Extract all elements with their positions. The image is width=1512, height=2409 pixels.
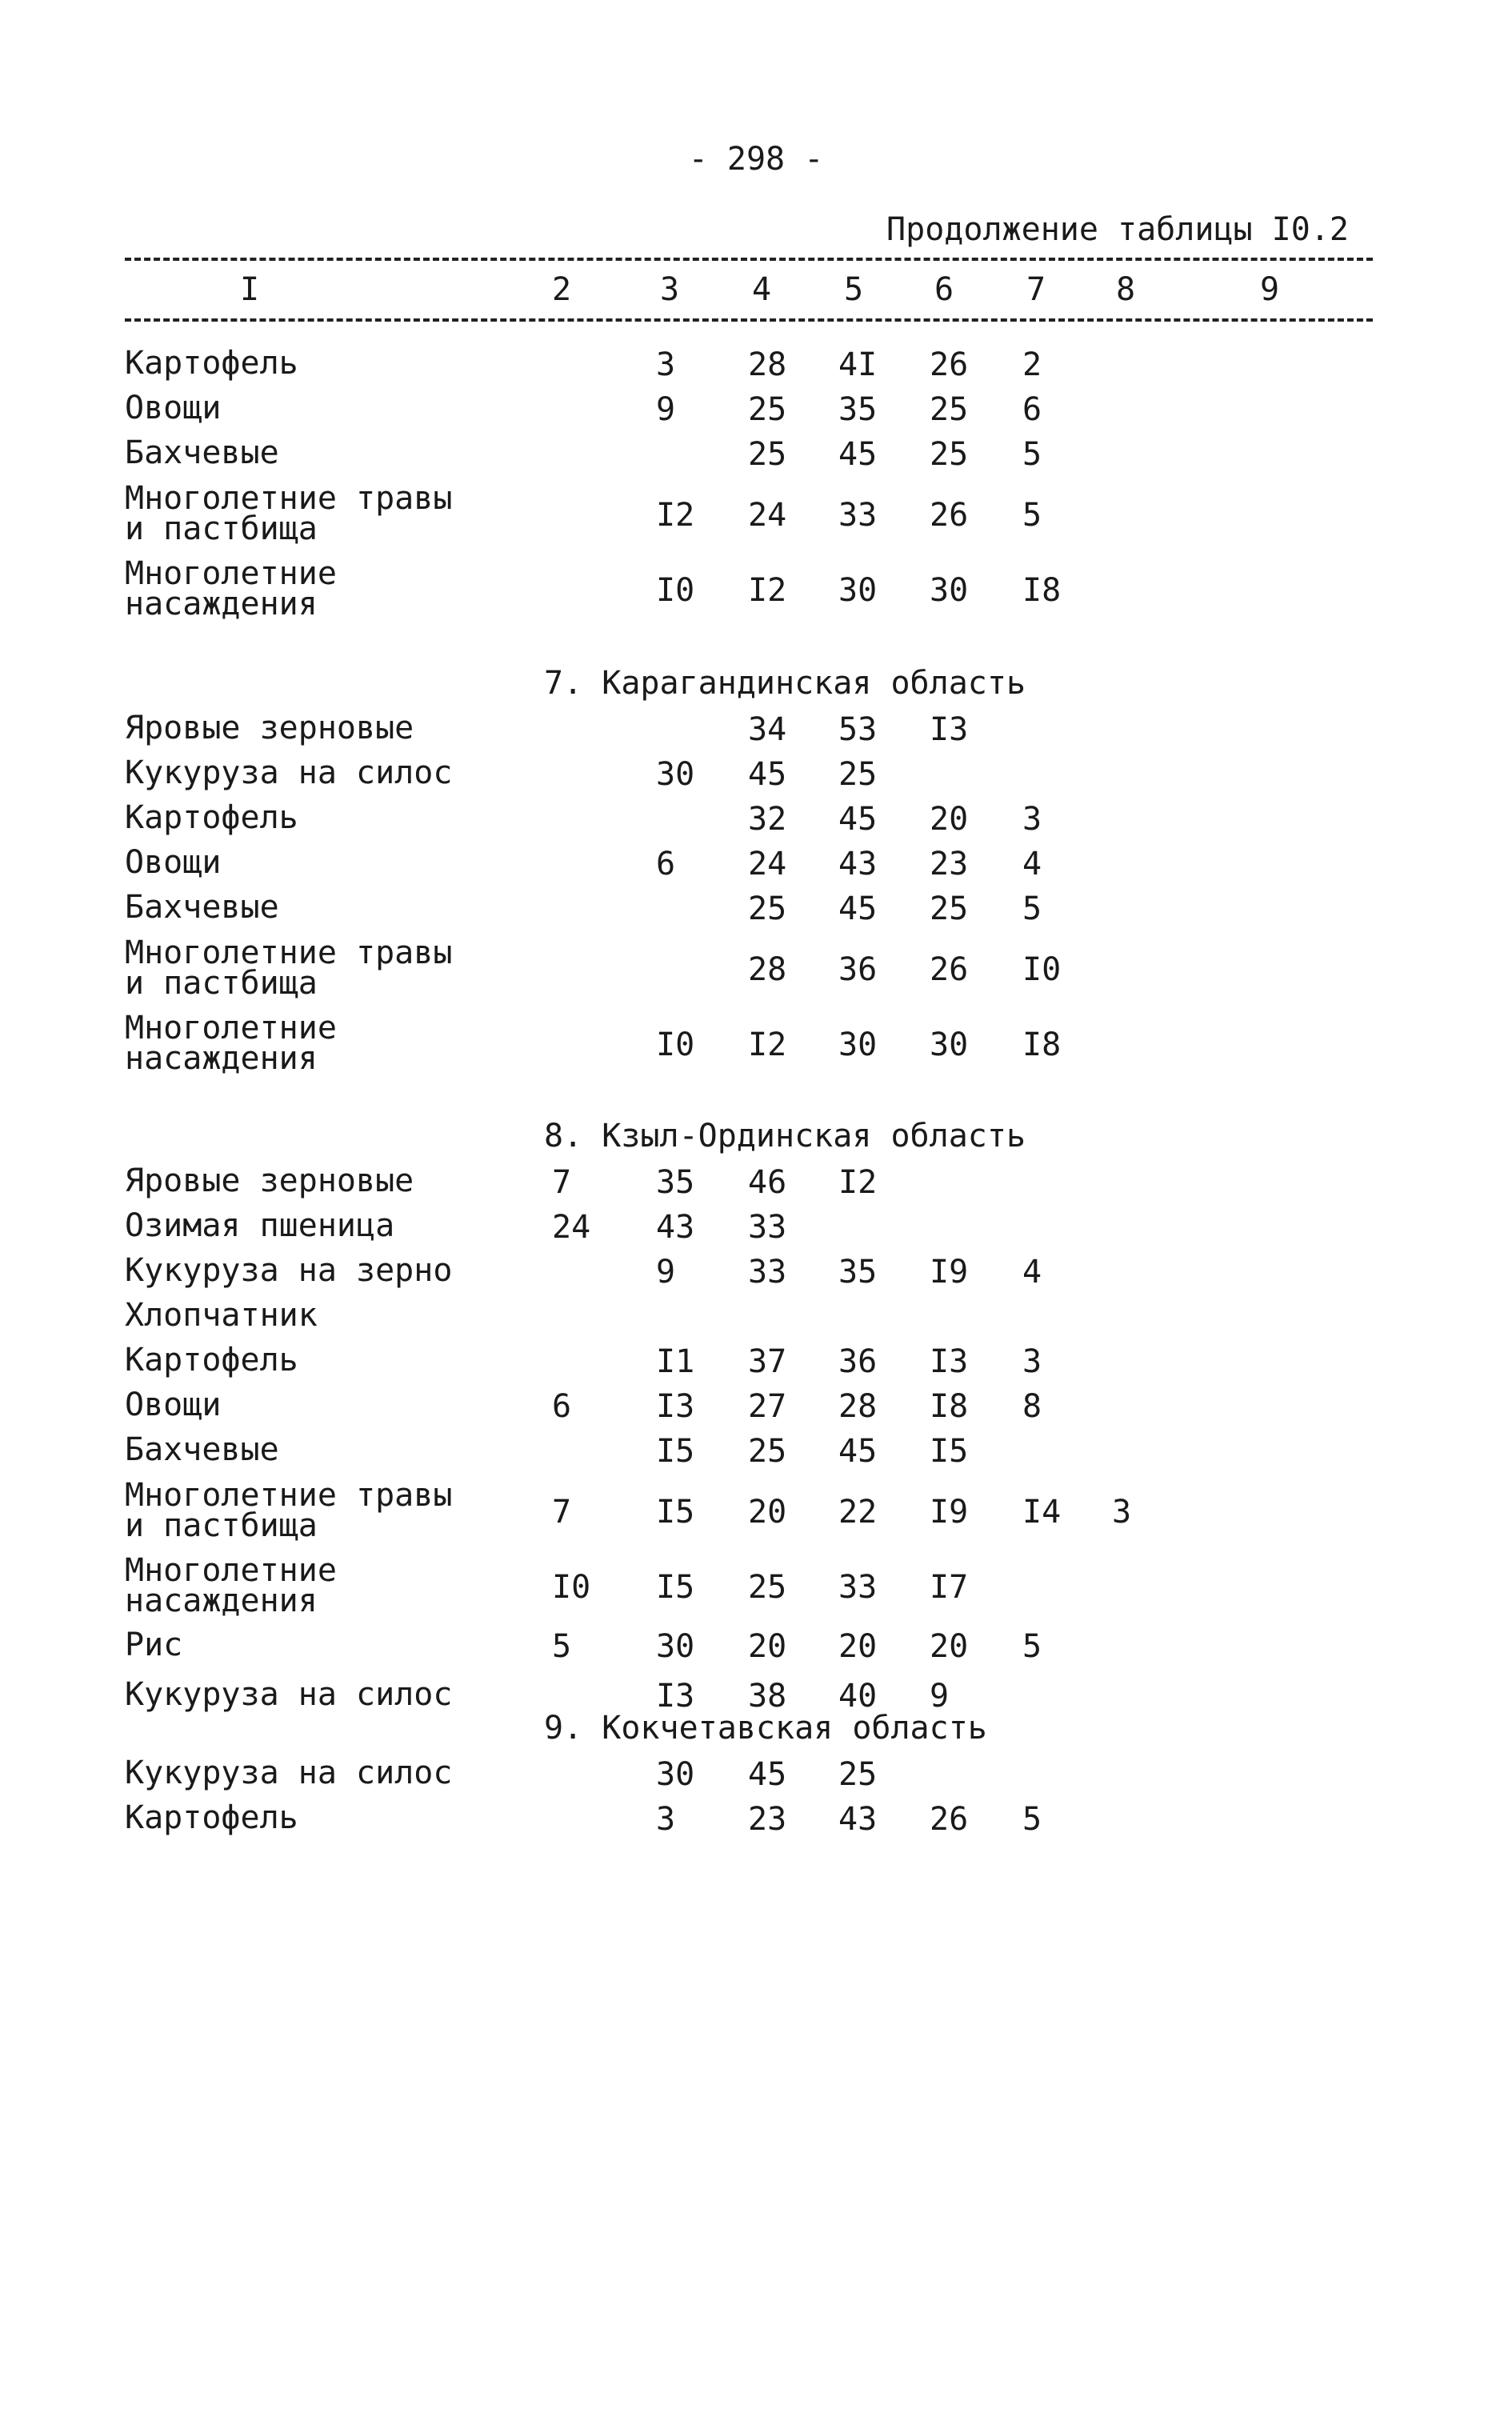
table-cell: 30	[838, 572, 878, 609]
row-label-line: Картофель	[125, 799, 298, 836]
column-header-4: 4	[752, 271, 772, 308]
table-cell: 9	[930, 1678, 950, 1715]
table-cell: 4	[1022, 1254, 1042, 1291]
table-cell: 28	[748, 951, 787, 988]
table-cell: 20	[930, 801, 969, 838]
page-number: - 298 -	[688, 141, 824, 178]
table-cell: 30	[656, 1628, 695, 1665]
section-title: 7. Карагандинская область	[544, 665, 1026, 702]
table-cell: 25	[838, 756, 878, 793]
row-label-line: насаждения	[125, 586, 318, 622]
table-cell: I2	[748, 1026, 787, 1063]
table-cell: 3	[656, 346, 676, 383]
row-label-line: Многолетние травы	[125, 480, 453, 517]
table-cell: I5	[930, 1433, 969, 1470]
row-label	[125, 1431, 279, 1468]
table-cell: 36	[838, 951, 878, 988]
row-label-line: Бахчевые	[125, 1431, 279, 1468]
row-label-line: Овощи	[125, 844, 222, 881]
table-cell: 25	[748, 1433, 787, 1470]
table-cell: 26	[930, 497, 969, 534]
table-cell: 36	[838, 1343, 878, 1380]
table-cell: 45	[748, 756, 787, 793]
table-cell: 45	[838, 801, 878, 838]
table-cell: I0	[552, 1569, 591, 1606]
table-cell: I0	[656, 1026, 695, 1063]
table-cell: 5	[552, 1628, 572, 1665]
table-cell: 25	[930, 890, 969, 927]
row-label	[125, 1162, 414, 1199]
table-cell: 25	[748, 1569, 787, 1606]
row-label-line: Хлопчатник	[125, 1297, 318, 1334]
table-cell: 45	[838, 1433, 878, 1470]
table-cell: 30	[656, 756, 695, 793]
table-cell: 20	[838, 1628, 878, 1665]
table-cell: 45	[748, 1756, 787, 1793]
table-cell: 33	[838, 1569, 878, 1606]
row-label	[125, 844, 222, 881]
row-label-line: Многолетние травы	[125, 1477, 453, 1514]
row-label-line: и пастбища	[125, 965, 318, 1002]
table-cell: 33	[748, 1209, 787, 1246]
row-label	[125, 1799, 298, 1836]
table-cell: 3	[1022, 801, 1042, 838]
table-cell: 38	[748, 1678, 787, 1715]
row-label	[125, 1252, 453, 1289]
table-cell: 23	[748, 1801, 787, 1838]
table-cell: I2	[838, 1164, 878, 1201]
table-cell: 43	[838, 846, 878, 882]
table-cell: 30	[930, 572, 969, 609]
table-cell: I8	[930, 1388, 969, 1425]
table-cell: 25	[930, 436, 969, 473]
table-cell: 25	[838, 1756, 878, 1793]
table-cell: 5	[1022, 1801, 1042, 1838]
table-cell: 24	[748, 846, 787, 882]
table-cell: 33	[838, 497, 878, 534]
table-cell: 9	[656, 1254, 676, 1291]
table-cell: 3	[1022, 1343, 1042, 1380]
table-cell: I0	[656, 572, 695, 609]
table-cell: 34	[748, 711, 787, 748]
table-cell: 30	[838, 1026, 878, 1063]
row-label-line: насаждения	[125, 1583, 318, 1619]
table-cell: 7	[552, 1164, 572, 1201]
table-cell: 20	[930, 1628, 969, 1665]
table-cell: 2	[1022, 346, 1042, 383]
row-label-line: Кукуруза на силос	[125, 1755, 453, 1791]
table-cell: 25	[748, 436, 787, 473]
row-label	[125, 1757, 452, 1789]
table-cell: I8	[1022, 572, 1062, 609]
row-label	[125, 555, 337, 622]
row-label-line: и пастбища	[125, 1507, 318, 1544]
row-label-line: Яровые зерновые	[125, 1162, 414, 1199]
table-cell: 6	[656, 846, 676, 882]
column-header-9: 9	[1260, 271, 1280, 308]
table-cell: I3	[656, 1388, 695, 1425]
row-label	[125, 1342, 298, 1379]
row-label-line: Рис	[125, 1627, 183, 1663]
row-label	[125, 1207, 395, 1244]
row-label	[125, 1552, 337, 1619]
table-cell: 45	[838, 436, 878, 473]
row-label	[125, 1477, 453, 1544]
row-label	[125, 934, 453, 1002]
table-cell: 26	[930, 346, 969, 383]
table-cell: 5	[1022, 497, 1042, 534]
table-caption: Продолжение таблицы I0.2	[886, 211, 1349, 248]
table-cell: 5	[1022, 436, 1042, 473]
table-cell: 3	[1112, 1494, 1132, 1531]
table-cell: 25	[930, 391, 969, 428]
table-cell: 37	[748, 1343, 787, 1380]
row-label	[125, 345, 298, 382]
table-cell: I5	[656, 1433, 695, 1470]
table-cell: I5	[656, 1494, 695, 1531]
table-cell: 4	[1022, 846, 1042, 882]
table-cell: 53	[838, 711, 878, 748]
table-cell: 5	[1022, 1628, 1042, 1665]
header-top-rule	[125, 258, 1373, 261]
table-cell: 43	[838, 1801, 878, 1838]
table-cell: I4	[1022, 1494, 1062, 1531]
row-label-line: Озимая пшеница	[125, 1207, 395, 1244]
table-cell: 32	[748, 801, 787, 838]
row-label-line: Многолетние	[125, 1552, 337, 1589]
row-label-line: и пастбища	[125, 510, 318, 547]
column-header-row	[0, 264, 1512, 312]
row-label	[125, 1010, 337, 1077]
table-cell: 20	[748, 1494, 787, 1531]
column-header-5: 5	[844, 271, 864, 308]
table-cell: I5	[656, 1569, 695, 1606]
table-cell: 27	[748, 1388, 787, 1425]
table-cell: I0	[1022, 951, 1062, 988]
row-label-line: Кукуруза на зерно	[125, 1252, 453, 1289]
row-label-line: Кукуруза на силос	[125, 1676, 453, 1713]
table-cell: 6	[1022, 391, 1042, 428]
table-cell: 45	[838, 890, 878, 927]
table-cell: 23	[930, 846, 969, 882]
table-cell: I1	[656, 1343, 695, 1380]
row-label	[125, 480, 453, 547]
row-label-line: насаждения	[125, 1040, 318, 1077]
column-header-1: I	[240, 271, 260, 308]
table-cell: I3	[930, 1343, 969, 1380]
table-cell: 7	[552, 1494, 572, 1531]
row-label-line: Картофель	[125, 345, 298, 382]
table-cell: 35	[838, 391, 878, 428]
row-label-line: Овощи	[125, 390, 222, 426]
row-label	[125, 889, 279, 926]
column-header-8: 8	[1116, 271, 1136, 308]
row-label-line: Бахчевые	[125, 889, 279, 926]
table-cell: I3	[656, 1678, 695, 1715]
column-header-2: 2	[552, 271, 572, 308]
column-header-7: 7	[1026, 271, 1046, 308]
table-cell: I2	[748, 572, 787, 609]
table-cell: I9	[930, 1254, 969, 1291]
section-title: 9. Кокчетавская область	[544, 1710, 987, 1747]
row-label	[125, 1297, 318, 1334]
column-header-3: 3	[660, 271, 680, 308]
row-label-line: Бахчевые	[125, 434, 279, 471]
table-cell: 25	[748, 391, 787, 428]
table-cell: I3	[930, 711, 969, 748]
table-cell: 30	[656, 1756, 695, 1793]
table-cell: I8	[1022, 1026, 1062, 1063]
row-label	[125, 1389, 221, 1421]
table-cell: 28	[748, 346, 787, 383]
row-label-line: Многолетние	[125, 555, 337, 592]
table-cell: I9	[930, 1494, 969, 1531]
row-label-line: Многолетние травы	[125, 934, 453, 971]
table-cell: 46	[748, 1164, 787, 1201]
row-label	[125, 392, 221, 424]
table-cell: I2	[656, 497, 695, 534]
table-cell: 3	[656, 1801, 676, 1838]
row-label-line: Яровые зерновые	[125, 710, 414, 746]
table-cell: 33	[748, 1254, 787, 1291]
table-cell: 28	[838, 1388, 878, 1425]
table-cell: 4I	[838, 346, 878, 383]
table-cell: 43	[656, 1209, 695, 1246]
table-cell: 6	[552, 1388, 572, 1425]
table-cell: 24	[552, 1209, 591, 1246]
table-cell: 35	[656, 1164, 695, 1201]
section-title: 8. Кзыл-Ординская область	[544, 1118, 1026, 1154]
table-cell: 24	[748, 497, 787, 534]
row-label	[125, 754, 453, 791]
table-cell: 25	[748, 890, 787, 927]
table-cell: 26	[930, 951, 969, 988]
table-cell: 5	[1022, 890, 1042, 927]
table-cell: 35	[838, 1254, 878, 1291]
table-cell: 8	[1022, 1388, 1042, 1425]
table-cell: 30	[930, 1026, 969, 1063]
row-label-line: Многолетние	[125, 1010, 337, 1046]
table-cell: 9	[656, 391, 676, 428]
row-label	[125, 799, 298, 836]
row-label	[125, 434, 279, 471]
row-label	[125, 1676, 453, 1713]
column-header-6: 6	[934, 271, 954, 308]
header-bottom-rule	[125, 318, 1373, 322]
row-label-line: Картофель	[125, 1799, 298, 1836]
row-label-line: Картофель	[125, 1342, 298, 1379]
table-cell: 20	[748, 1628, 787, 1665]
table-cell: 22	[838, 1494, 878, 1531]
row-label	[125, 712, 414, 744]
row-label	[125, 1629, 182, 1661]
row-label-line: Кукуруза на силос	[125, 754, 453, 791]
table-cell: I7	[930, 1569, 969, 1606]
table-cell: 26	[930, 1801, 969, 1838]
row-label-line: Овощи	[125, 1387, 222, 1423]
table-cell: 40	[838, 1678, 878, 1715]
